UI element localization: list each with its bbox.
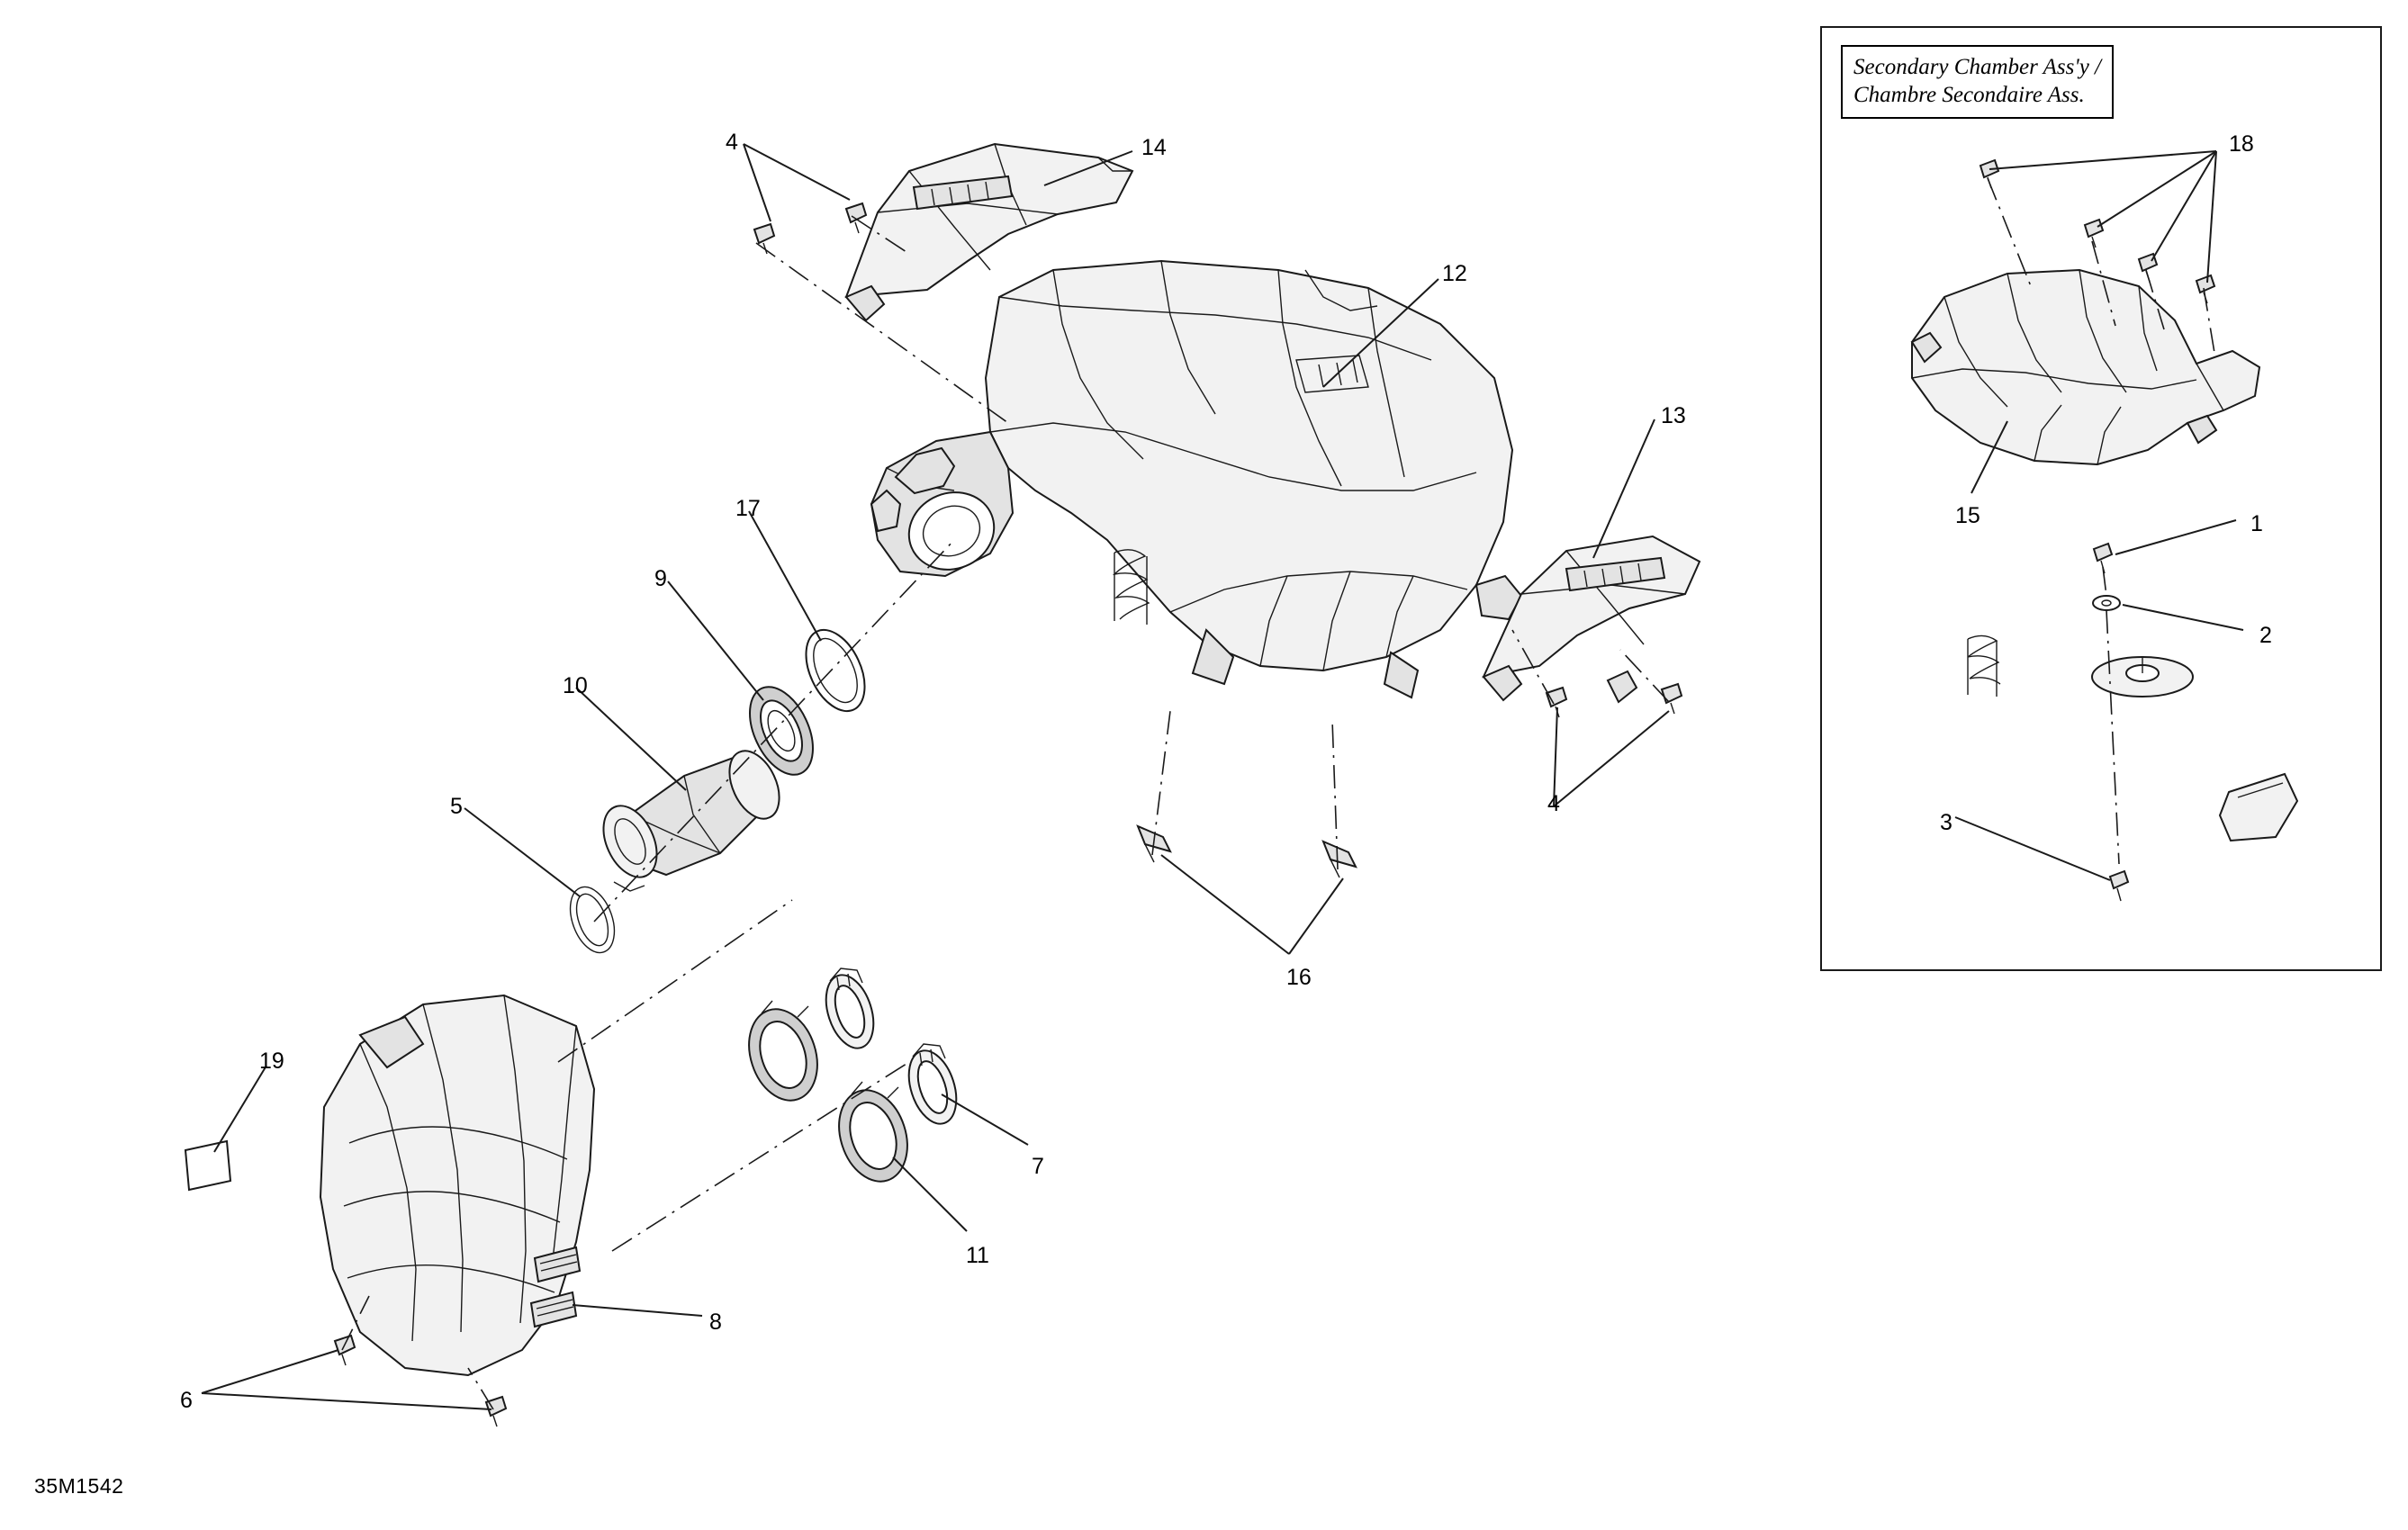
panel-title-line-1: Secondary Chamber Ass'y / (1853, 55, 2101, 79)
callout-10: 10 (563, 673, 588, 698)
callout-2: 2 (2259, 623, 2272, 648)
callout-18: 18 (2229, 131, 2254, 157)
leader-18c (2151, 151, 2216, 261)
secondary-chamber-panel-title (1841, 45, 2114, 119)
leader-18b (2097, 151, 2216, 227)
part-3-screw (2110, 871, 2128, 901)
leader-5 (464, 808, 580, 896)
axis-18d (2204, 288, 2214, 353)
secondary-chamber-panel-border (1821, 27, 2381, 970)
leader-6b (202, 1393, 492, 1409)
inset-grommet-disc (2092, 657, 2193, 697)
callout-4-upper: 4 (726, 130, 738, 155)
callout-17: 17 (735, 496, 761, 521)
axis-screw-6b (468, 1368, 493, 1409)
part-10-adapter-tube (593, 743, 789, 891)
part-15-secondary-chamber (1912, 270, 2259, 464)
leader-11 (893, 1157, 967, 1231)
leader-16a (1161, 855, 1289, 954)
callout-8: 8 (709, 1310, 722, 1335)
callout-14: 14 (1141, 135, 1167, 160)
part-8-airbox (320, 995, 594, 1375)
inset-pad-part (2220, 774, 2297, 841)
part-16-mount-tabs (1138, 826, 1356, 878)
leader-3 (1955, 817, 2110, 880)
callout-1: 1 (2250, 511, 2263, 536)
leader-6a (202, 1350, 338, 1393)
axis-16a (1152, 711, 1170, 855)
leader-8 (573, 1305, 702, 1316)
callout-15: 15 (1955, 503, 1980, 528)
leader-17 (749, 511, 821, 641)
leader-16b (1289, 878, 1343, 954)
panel-title-line-2: Chambre Secondaire Ass. (1853, 83, 2085, 108)
callout-6: 6 (180, 1388, 193, 1413)
callout-11: 11 (966, 1243, 989, 1268)
callout-4-lower: 4 (1547, 791, 1560, 816)
part-7-clamp-upper (817, 968, 882, 1054)
part-2-washer (2093, 596, 2120, 610)
screws-part-4-upper (754, 203, 866, 254)
leader-2 (2123, 605, 2243, 630)
part-19-label (185, 1141, 230, 1190)
leader-10 (576, 688, 686, 790)
part-13-bracket-lower (1484, 536, 1700, 702)
sheet-code: 35M1542 (34, 1474, 124, 1498)
part-11-boot-upper (738, 1000, 829, 1109)
part-7-clamp-lower (900, 1044, 965, 1130)
axis-18a (1988, 178, 2031, 286)
part-12-main-chamber (871, 261, 1521, 698)
leader-18a (1989, 151, 2216, 169)
callout-16: 16 (1286, 965, 1312, 990)
leader-1 (2115, 520, 2236, 554)
callout-13: 13 (1661, 403, 1686, 428)
leader-18d (2207, 151, 2216, 283)
leader-7 (942, 1094, 1028, 1145)
part-11-boot-lower (828, 1081, 919, 1190)
axis-2-3 (2106, 610, 2119, 864)
callout-19: 19 (259, 1048, 284, 1074)
callout-12: 12 (1442, 261, 1467, 286)
callout-5: 5 (450, 794, 463, 819)
part-17-gasket-ring (794, 621, 876, 721)
callout-9: 9 (654, 566, 667, 591)
inset-spring (1968, 635, 2000, 697)
part-5-o-ring (562, 881, 622, 958)
leader-4b2 (1554, 711, 1669, 806)
leader-19 (214, 1066, 266, 1152)
callout-3: 3 (1940, 810, 1953, 835)
leader-9 (668, 581, 763, 700)
callout-7: 7 (1032, 1154, 1044, 1179)
